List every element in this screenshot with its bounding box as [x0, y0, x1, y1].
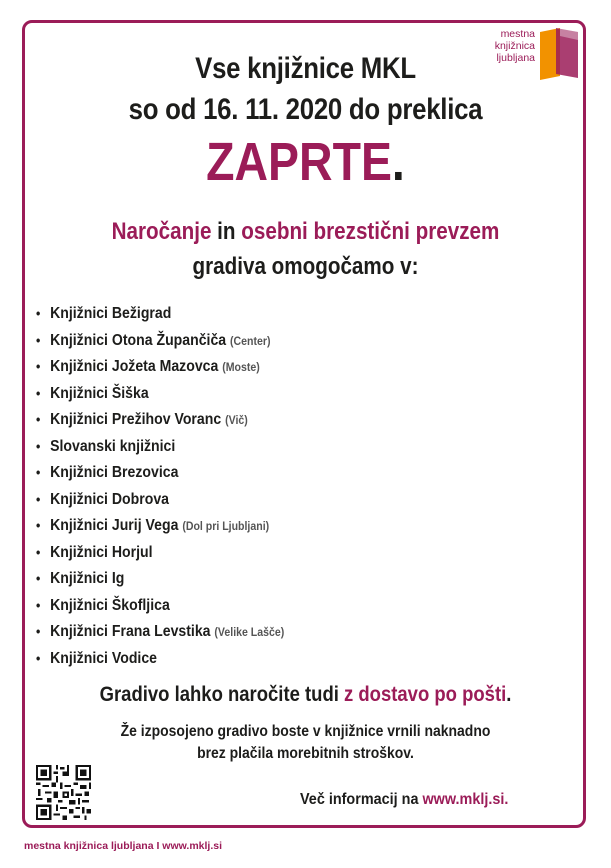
library-item	[36, 592, 284, 619]
library-name: Knjižnici Frana Levstika	[50, 623, 211, 640]
subheading-line-1	[43, 217, 568, 247]
library-item	[36, 353, 284, 380]
more-info	[300, 789, 508, 811]
library-item	[36, 618, 284, 645]
library-location-note: (Velike Lašče)	[214, 625, 285, 639]
library-name: Knjižnici Horjul	[50, 543, 153, 561]
library-name: Knjižnici Škofljica	[50, 596, 170, 614]
library-name: Knjižnici Ig	[50, 570, 125, 587]
closed-word: ZAPRTE	[206, 132, 392, 192]
bullet-icon: •	[36, 543, 41, 560]
library-item	[36, 380, 284, 407]
bullet-icon: •	[36, 623, 41, 639]
library-list	[36, 300, 318, 671]
bullet-icon: •	[36, 437, 41, 454]
library-name: Knjižnici Dobrova	[50, 490, 169, 508]
bullet-icon: •	[36, 596, 41, 613]
delivery-highlight: z dostavo po pošti	[344, 683, 507, 706]
website-link[interactable]: www.mklj.si	[422, 791, 505, 808]
library-name: Knjižnici Bežigrad	[50, 305, 172, 322]
library-name: Knjižnici Otona Župančiča	[50, 331, 227, 349]
library-name: Knjižnici Jožeta Mazovca	[50, 358, 219, 375]
returns-line-1: Že izposojeno gradivo boste v knjižnice vrnili naknadno	[120, 723, 491, 740]
library-location-note: (Center)	[230, 333, 271, 348]
headline-line-1: Vse knjižnice MKL	[195, 52, 416, 85]
library-item	[36, 327, 284, 354]
bullet-icon: •	[36, 305, 41, 321]
library-name: Knjižnici Prežihov Voranc	[50, 411, 222, 428]
library-location-note: (Dol pri Ljubljani)	[182, 519, 270, 533]
library-item	[36, 433, 284, 460]
library-item	[36, 565, 284, 592]
more-info-label: Več informacij na	[300, 791, 423, 808]
library-name: Knjižnici Vodice	[50, 649, 157, 667]
bullet-icon: •	[36, 358, 41, 374]
delivery-note	[37, 682, 575, 708]
delivery-period: .	[506, 683, 512, 706]
bullet-icon: •	[36, 331, 41, 348]
library-item	[36, 300, 284, 327]
bullet-icon: •	[36, 570, 41, 586]
library-item	[36, 406, 284, 433]
library-item	[36, 512, 284, 539]
bullet-icon: •	[36, 490, 41, 507]
library-name: Knjižnici Šiška	[50, 384, 149, 402]
library-name: Knjižnici Jurij Vega	[50, 517, 179, 534]
bullet-icon: •	[36, 464, 41, 480]
library-item	[36, 645, 284, 672]
library-item	[36, 486, 284, 513]
headline-line-2: so od 16. 11. 2020 do preklica	[128, 93, 483, 126]
returns-line-2: brez plačila morebitnih stroškov.	[197, 745, 414, 762]
qr-code-icon	[36, 765, 91, 820]
library-location-note: (Moste)	[222, 360, 260, 374]
subheading-and: in	[211, 218, 242, 245]
closed-period: .	[391, 132, 405, 192]
delivery-text: Gradivo lahko naročite tudi	[99, 683, 345, 706]
library-item	[36, 539, 284, 566]
library-name: Slovanski knjižnici	[50, 437, 176, 455]
subheading-ordering: Naročanje	[111, 218, 212, 245]
library-item	[36, 459, 284, 486]
library-location-note: (Vič)	[225, 413, 248, 427]
library-name: Knjižnici Brezovica	[50, 464, 179, 481]
logo-line-2: knjižnica	[494, 40, 535, 52]
logo-line-1: mestna	[500, 28, 535, 40]
logo-line-3: ljubljana	[496, 52, 535, 64]
more-info-period: .	[504, 791, 509, 808]
bullet-icon: •	[36, 384, 41, 401]
footer: mestna knjižnica ljubljana I www.mklj.si	[24, 840, 223, 852]
subheading-line-2: gradiva omogočamo v:	[192, 253, 419, 280]
bullet-icon: •	[36, 649, 41, 666]
bullet-icon: •	[36, 517, 41, 533]
subheading-pickup: osebni brezstični prevzem	[241, 218, 500, 245]
closed-heading	[43, 132, 568, 192]
bullet-icon: •	[36, 411, 41, 427]
